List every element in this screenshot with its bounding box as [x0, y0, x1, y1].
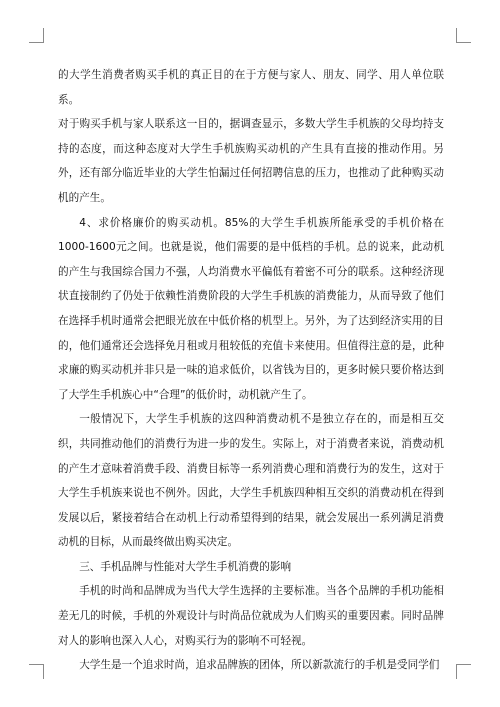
crop-mark-bottom-right — [456, 664, 471, 679]
crop-mark-bottom-left — [29, 664, 44, 679]
document-body — [58, 63, 444, 678]
paragraph-price-motive: 4、求价格廉价的购买动机。85%的大学生手机族所能承受的手机价格在1000-1600元之间。也就是说，他们需要的是中低档的手机。总的说来，此动机的产生与我国综合国力不强，人均消费水平偏低有着密不可分的联系。这种经济现状直接制约了仍处于依赖性消费阶段的大学生手机族的消费能力，从而导致了他们在选择手机时通常会把眼光放在中低价格的机型上。另外，为了达到经济实用的目的，他们通常还会选择免月租或月租较低的充值卡来使用。但值得注意的是，此种求廉的购买动机并非只是一味的追求低价，以省钱为目的，更多时候只要价格达到了大学生手机族心中“合理”的低价时，动机就产生了。 — [58, 216, 444, 401]
section-heading: 三、手机品牌与性能对大学生手机消费的影响 — [79, 560, 292, 573]
paragraph-brand-fashion: 手机的时尚和品牌成为当代大学生选择的主要标准。当各个品牌的手机功能相差无几的时候，手机的外观设计与时尚品位就成为人们购买的重要因素。同时品牌对人的影响也深入人心，对购买行为的影响不可轻视。 — [58, 585, 444, 647]
paragraph-motives-interwoven: 一般情况下，大学生手机族的这四种消费动机不是独立存在的，而是相互交织，共同推动他们的消费行为进一步的发生。实际上，对于消费者来说，消费动机的产生才意味着消费手段、消费目标等一系列消费心理和消费行为的发生，这对于大学生手机族来说也不例外。因此，大学生手机族四种相互交织的消费动机在得到发展以后，紧接着结合在动机上行动希望得到的结果，就会发展出一系列满足消费动机的目标，从而最终做出购买决定。 — [58, 413, 444, 549]
paragraph-family-contact: 对于购买手机与家人联系这一目的，据调查显示，多数大学生手机族的父母均持支持的态度，而这种态度对大学生手机族购买动机的产生具有直接的推动作用。另外，还有部分临近毕业的大学生怕漏过任何招聘信息的压力，也推动了此种购买动机的产生。 — [58, 118, 444, 204]
paragraph-students-fashion: 大学生是一个追求时尚，追求品牌族的团体，所以新款流行的手机是受同学们 — [79, 659, 440, 672]
crop-mark-top-right — [456, 28, 471, 43]
crop-mark-top-left — [29, 28, 44, 43]
paragraph-continuation: 的大学生消费者购买手机的真正目的在于方便与家人、朋友、同学、用人单位联系。 — [58, 69, 444, 106]
